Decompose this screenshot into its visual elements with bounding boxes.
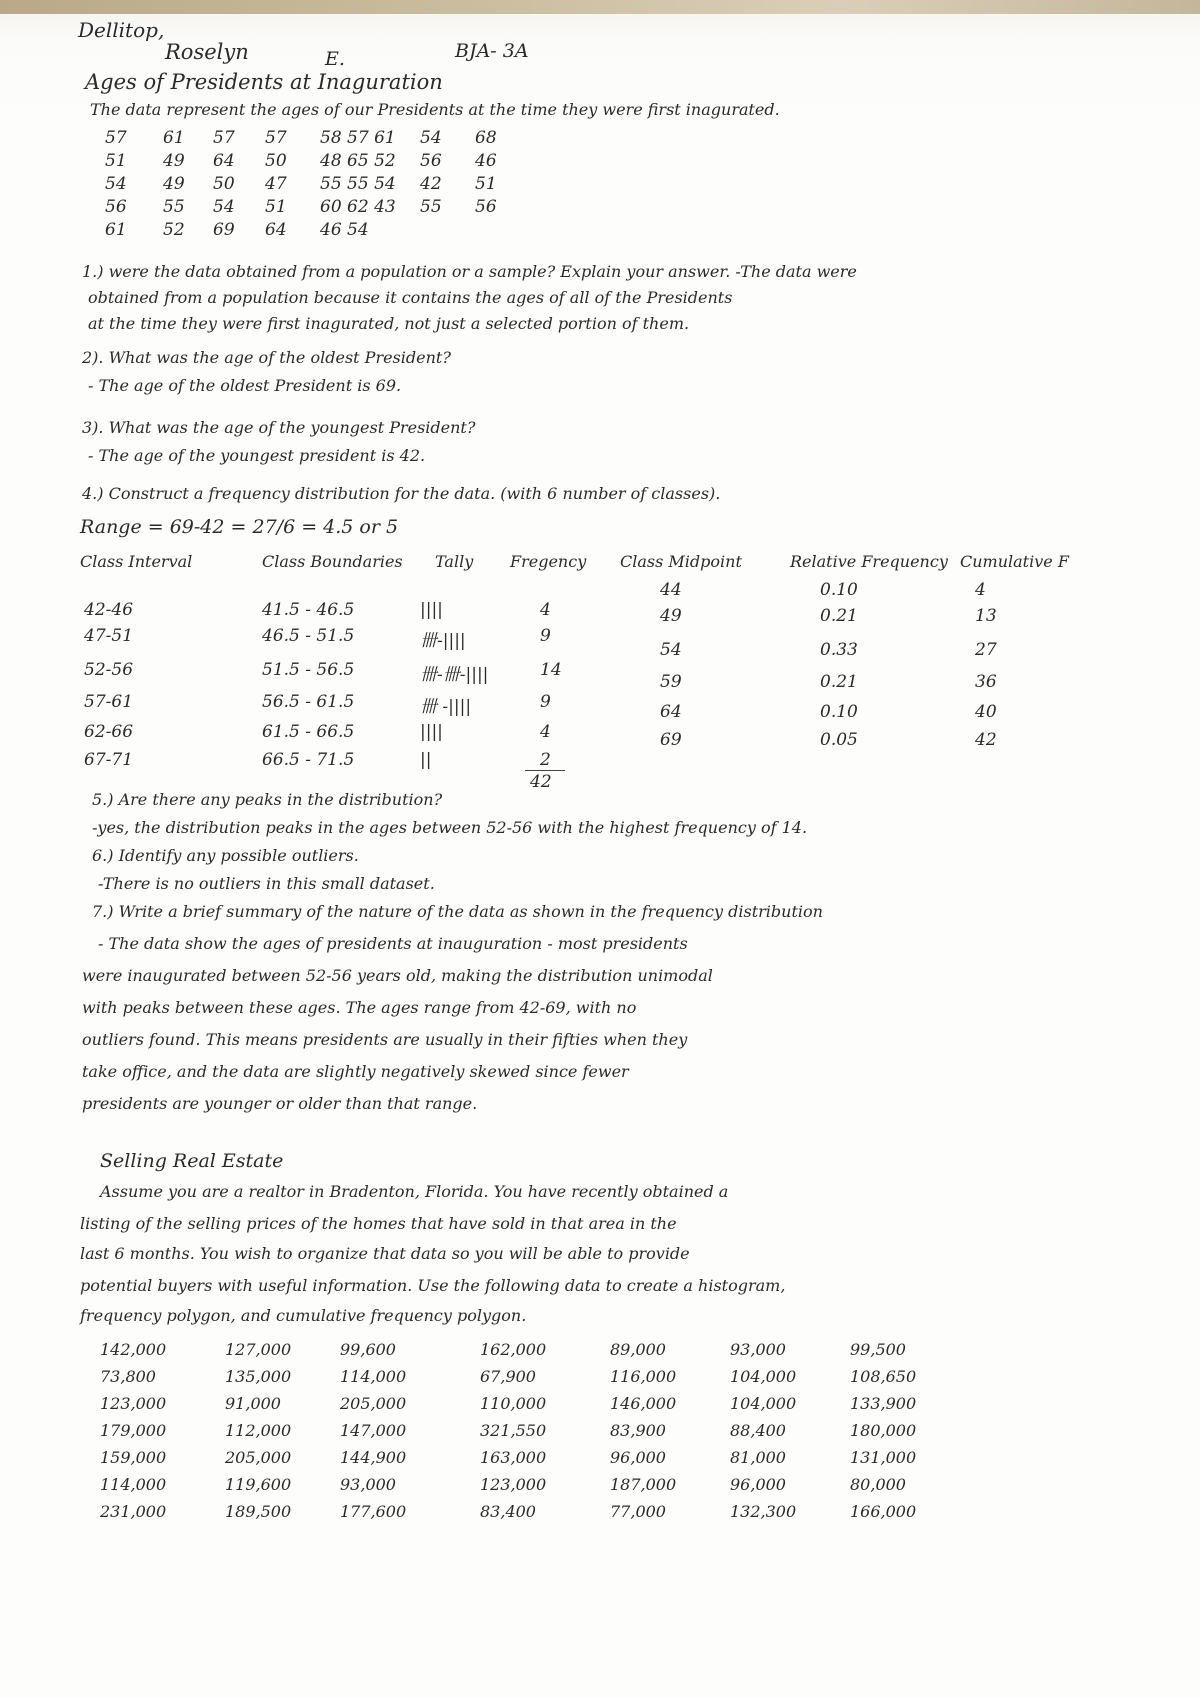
q7-line2: were inaugurated between 52-56 years old, making the distribution unimodal: [82, 966, 713, 985]
cell-freq: 4: [540, 722, 551, 742]
cell-freq: 9: [540, 692, 551, 712]
section-label: BJA- 3A: [455, 40, 529, 62]
age-value: 55: [163, 197, 185, 217]
cell-cum: 36: [975, 672, 997, 692]
price-value: 89,000: [610, 1340, 666, 1359]
price-value: 205,000: [225, 1448, 292, 1467]
th-relative-frequency: Relative Frequency: [790, 552, 948, 571]
age-value: 42: [420, 174, 442, 194]
q1-line1: 1.) were the data obtained from a population or a sample? Explain your answer. -The data were: [82, 262, 857, 281]
price-value: 177,600: [340, 1502, 407, 1521]
cell-cum: 40: [975, 702, 997, 722]
price-value: 93,000: [340, 1475, 396, 1494]
q5-answer: -yes, the distribution peaks in the ages between 52-56 with the highest frequency of 14.: [92, 818, 808, 837]
price-value: 114,000: [100, 1475, 167, 1494]
cell-rel: 0.05: [820, 730, 858, 750]
age-value: 52: [163, 220, 185, 240]
price-value: 132,300: [730, 1502, 797, 1521]
q6-question: 6.) Identify any possible outliers.: [92, 846, 359, 865]
price-value: 77,000: [610, 1502, 666, 1521]
price-value: 166,000: [850, 1502, 917, 1521]
age-value: 61: [163, 128, 185, 148]
cell-boundary: 41.5 - 46.5: [262, 600, 355, 620]
age-value: 56: [420, 151, 442, 171]
age-value: 46 54: [320, 220, 369, 240]
price-value: 96,000: [610, 1448, 666, 1467]
q7-line3: with peaks between these ages. The ages range from 42-69, with no: [82, 998, 637, 1017]
age-value: 46: [475, 151, 497, 171]
age-value: 49: [163, 174, 185, 194]
price-value: 93,000: [730, 1340, 786, 1359]
price-value: 83,900: [610, 1421, 666, 1440]
student-firstname: Roselyn: [165, 40, 249, 64]
cell-interval: 42-46: [84, 600, 134, 620]
price-value: 159,000: [100, 1448, 167, 1467]
q4-range: Range = 69-42 = 27/6 = 4.5 or 5: [80, 516, 399, 538]
q2-answer: - The age of the oldest President is 69.: [88, 376, 402, 395]
cell-interval: 52-56: [84, 660, 134, 680]
q7-question: 7.) Write a brief summary of the nature of the data as shown in the frequency distribution: [92, 902, 823, 921]
cell-freq: 2: [540, 750, 551, 770]
age-value: 64: [265, 220, 287, 240]
selling-line1: Assume you are a realtor in Bradenton, Florida. You have recently obtained a: [100, 1182, 729, 1201]
price-value: 110,000: [480, 1394, 547, 1413]
q3-answer: - The age of the youngest president is 42.: [88, 446, 426, 465]
price-value: 99,500: [850, 1340, 906, 1359]
th-cumulative-f: Cumulative F: [960, 552, 1069, 571]
price-value: 321,550: [480, 1421, 547, 1440]
th-class-interval: Class Interval: [80, 552, 193, 571]
price-value: 104,000: [730, 1367, 797, 1386]
price-value: 119,600: [225, 1475, 292, 1494]
age-value: 58 57 61: [320, 128, 396, 148]
cell-rel: 0.21: [820, 672, 858, 692]
age-value: 57: [265, 128, 287, 148]
price-value: 147,000: [340, 1421, 407, 1440]
age-value: 47: [265, 174, 287, 194]
cell-tally: ||||: [420, 722, 443, 742]
cell-boundary: 46.5 - 51.5: [262, 626, 355, 646]
cell-tally: 卌 -||||: [420, 697, 472, 717]
cell-mid: 64: [660, 702, 682, 722]
q7-line6: presidents are younger or older than that range.: [82, 1094, 478, 1113]
cell-cum: 4: [975, 580, 986, 600]
th-class-boundaries: Class Boundaries: [262, 552, 403, 571]
age-value: 54: [105, 174, 127, 194]
cell-tally: ||: [420, 750, 432, 770]
age-value: 50: [265, 151, 287, 171]
th-frequency: Fregency: [510, 552, 587, 571]
price-value: 114,000: [340, 1367, 407, 1386]
age-value: 57: [105, 128, 127, 148]
price-value: 163,000: [480, 1448, 547, 1467]
cell-boundary: 61.5 - 66.5: [262, 722, 355, 742]
cell-mid: 49: [660, 606, 682, 626]
cell-interval: 57-61: [84, 692, 134, 712]
frequency-total: 42: [530, 772, 552, 792]
age-value: 56: [475, 197, 497, 217]
selling-line5: frequency polygon, and cumulative frequency polygon.: [80, 1306, 527, 1325]
q7-line5: take office, and the data are slightly negatively skewed since fewer: [82, 1062, 629, 1081]
price-value: 99,600: [340, 1340, 396, 1359]
cell-tally: 卌-||||: [420, 631, 466, 651]
cell-mid: 54: [660, 640, 682, 660]
cell-interval: 47-51: [84, 626, 134, 646]
price-value: 135,000: [225, 1367, 292, 1386]
cell-boundary: 51.5 - 56.5: [262, 660, 355, 680]
price-value: 67,900: [480, 1367, 536, 1386]
price-value: 123,000: [100, 1394, 167, 1413]
cell-mid: 69: [660, 730, 682, 750]
cell-mid: 59: [660, 672, 682, 692]
price-value: 96,000: [730, 1475, 786, 1494]
cell-rel: 0.10: [820, 580, 858, 600]
cell-freq: 14: [540, 660, 562, 680]
price-value: 133,900: [850, 1394, 917, 1413]
price-value: 73,800: [100, 1367, 156, 1386]
cell-boundary: 66.5 - 71.5: [262, 750, 355, 770]
ages-title: Ages of Presidents at Inaguration: [85, 70, 443, 94]
age-value: 55: [420, 197, 442, 217]
price-value: 83,400: [480, 1502, 536, 1521]
cell-cum: 13: [975, 606, 997, 626]
price-value: 205,000: [340, 1394, 407, 1413]
q7-line1: - The data show the ages of presidents at inauguration - most presidents: [98, 934, 688, 953]
age-value: 48 65 52: [320, 151, 396, 171]
age-value: 49: [163, 151, 185, 171]
selling-line4: potential buyers with useful information. Use the following data to create a histogram,: [80, 1276, 786, 1295]
selling-line2: listing of the selling prices of the homes that have sold in that area in the: [80, 1214, 677, 1233]
q5-question: 5.) Are there any peaks in the distribution?: [92, 790, 443, 809]
age-value: 57: [213, 128, 235, 148]
cell-rel: 0.33: [820, 640, 858, 660]
intro-line: The data represent the ages of our Presidents at the time they were first inagurated.: [90, 100, 780, 119]
th-class-midpoint: Class Midpoint: [620, 552, 742, 571]
price-value: 127,000: [225, 1340, 292, 1359]
q4-question: 4.) Construct a frequency distribution for the data. (with 6 number of classes).: [82, 484, 721, 503]
price-value: 112,000: [225, 1421, 292, 1440]
cell-cum: 42: [975, 730, 997, 750]
q2-question: 2). What was the age of the oldest President?: [82, 348, 451, 367]
cell-freq: 9: [540, 626, 551, 646]
price-value: 187,000: [610, 1475, 677, 1494]
age-value: 61: [105, 220, 127, 240]
price-value: 180,000: [850, 1421, 917, 1440]
age-value: 60 62 43: [320, 197, 396, 217]
price-value: 116,000: [610, 1367, 677, 1386]
price-value: 144,900: [340, 1448, 407, 1467]
cell-interval: 67-71: [84, 750, 134, 770]
cell-interval: 62-66: [84, 722, 134, 742]
price-value: 81,000: [730, 1448, 786, 1467]
price-value: 142,000: [100, 1340, 167, 1359]
cell-tally: ||||: [420, 600, 443, 620]
price-value: 123,000: [480, 1475, 547, 1494]
cell-cum: 27: [975, 640, 997, 660]
cell-rel: 0.10: [820, 702, 858, 722]
age-value: 51: [105, 151, 127, 171]
age-value: 55 55 54: [320, 174, 396, 194]
student-initial: E.: [325, 48, 345, 70]
age-value: 56: [105, 197, 127, 217]
price-value: 80,000: [850, 1475, 906, 1494]
price-value: 231,000: [100, 1502, 167, 1521]
price-value: 104,000: [730, 1394, 797, 1413]
age-value: 69: [213, 220, 235, 240]
cell-freq: 4: [540, 600, 551, 620]
cell-boundary: 56.5 - 61.5: [262, 692, 355, 712]
age-value: 54: [213, 197, 235, 217]
price-value: 179,000: [100, 1421, 167, 1440]
price-value: 108,650: [850, 1367, 917, 1386]
q1-line2: obtained from a population because it contains the ages of all of the Presidents: [88, 288, 733, 307]
price-value: 131,000: [850, 1448, 917, 1467]
price-value: 189,500: [225, 1502, 292, 1521]
th-tally: Tally: [435, 552, 474, 571]
q6-answer: -There is no outliers in this small dataset.: [98, 874, 435, 893]
cell-rel: 0.21: [820, 606, 858, 626]
age-value: 51: [475, 174, 497, 194]
student-surname: Dellitop,: [78, 18, 165, 42]
price-value: 146,000: [610, 1394, 677, 1413]
price-value: 162,000: [480, 1340, 547, 1359]
selling-title: Selling Real Estate: [100, 1150, 284, 1172]
selling-line3: last 6 months. You wish to organize that data so you will be able to provide: [80, 1244, 690, 1263]
age-value: 54: [420, 128, 442, 148]
age-value: 68: [475, 128, 497, 148]
cell-tally: 卌-卌-||||: [420, 665, 489, 685]
q1-line3: at the time they were first inagurated, not just a selected portion of them.: [88, 314, 690, 333]
q3-question: 3). What was the age of the youngest President?: [82, 418, 476, 437]
age-value: 50: [213, 174, 235, 194]
price-value: 88,400: [730, 1421, 786, 1440]
q7-line4: outliers found. This means presidents are usually in their fifties when they: [82, 1030, 688, 1049]
cell-mid: 44: [660, 580, 682, 600]
price-value: 91,000: [225, 1394, 281, 1413]
age-value: 64: [213, 151, 235, 171]
age-value: 51: [265, 197, 287, 217]
